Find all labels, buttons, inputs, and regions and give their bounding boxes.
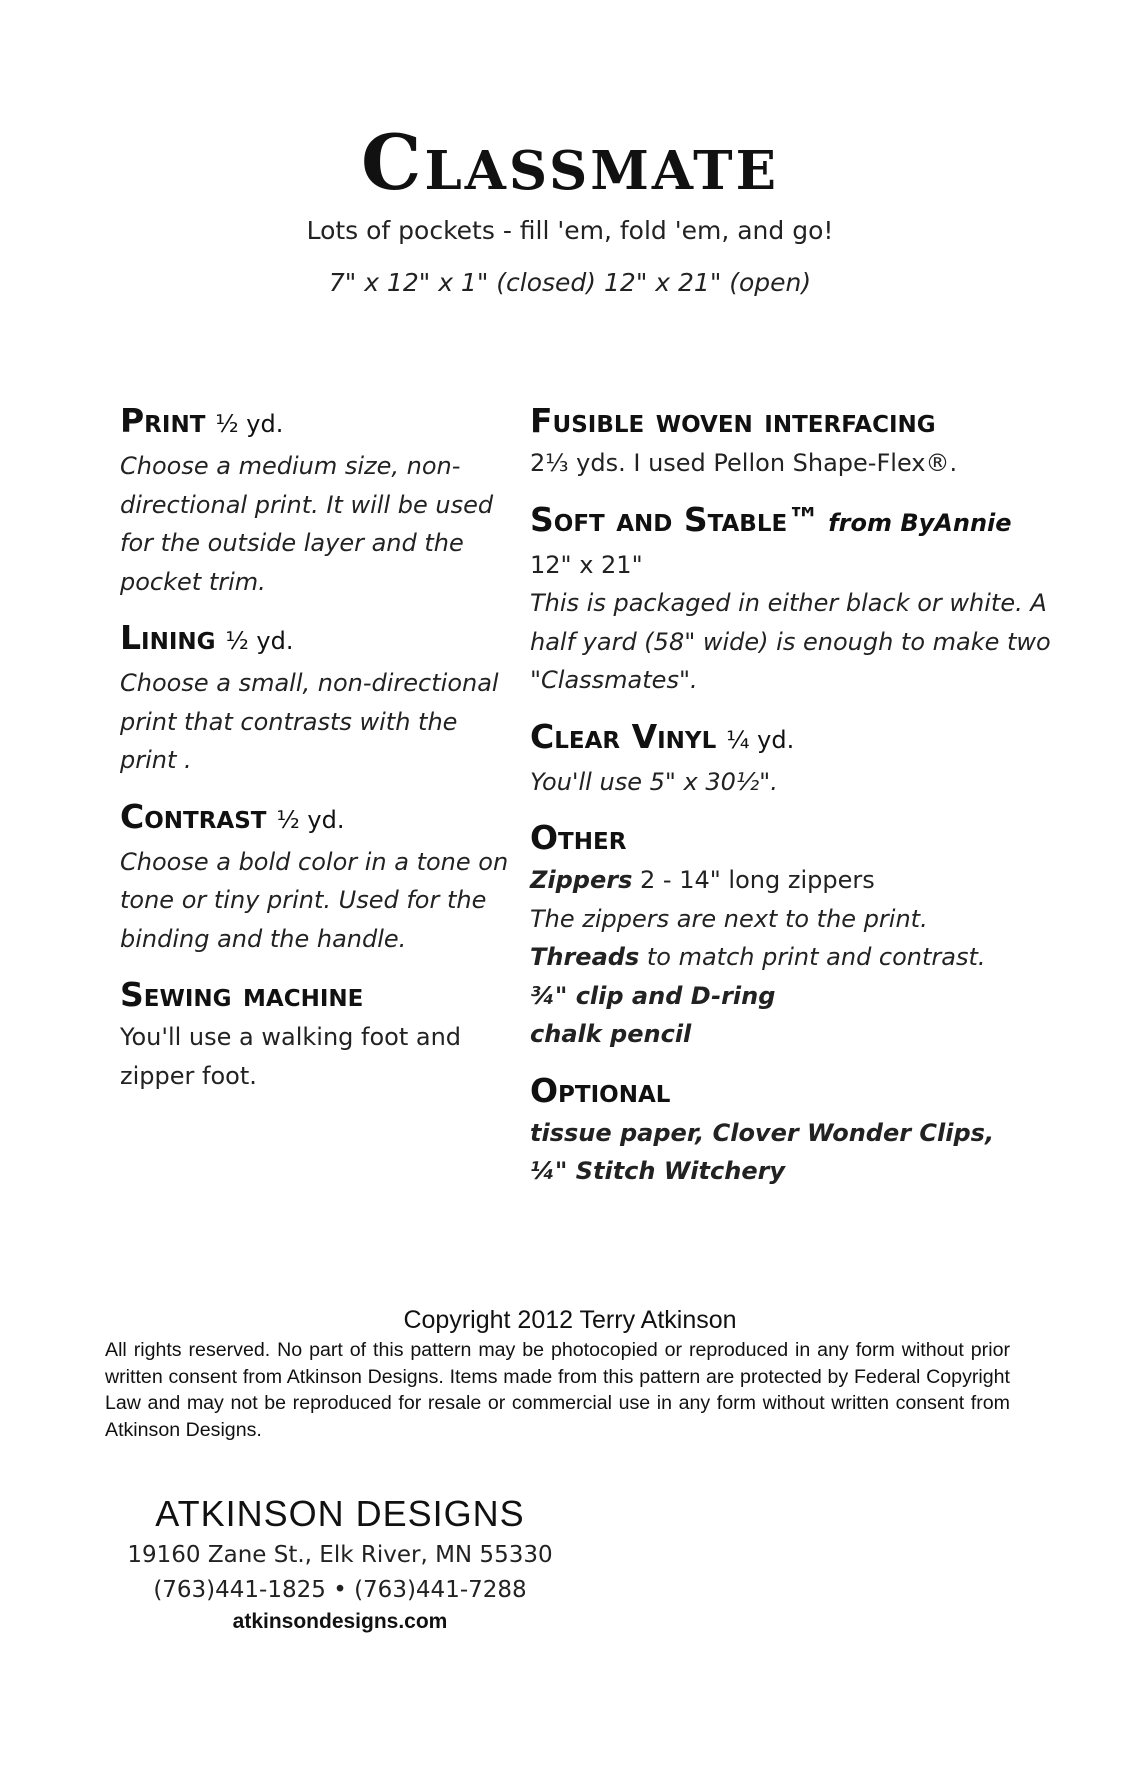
clear-vinyl-quantity: ¼ yd. [726, 725, 795, 754]
clear-vinyl-heading [530, 714, 1090, 763]
lining-heading-text: Lining [120, 618, 216, 657]
supplies-right-column [530, 398, 1090, 1191]
fusible-description: 2⅓ yds. I used Pellon Shape-Flex®. [530, 449, 958, 477]
clear-vinyl-description: You'll use 5" x 30½". [530, 767, 778, 796]
print-description: Choose a medium size, non-directional print. It will be used for the outside layer and the pocket trim. [120, 452, 494, 596]
clear-vinyl-heading-text: Clear Vinyl [530, 716, 717, 756]
soft-stable-heading [530, 497, 1090, 546]
clip-line: ¾" clip and D-ring [530, 981, 776, 1010]
optional-heading: Optional [530, 1070, 671, 1110]
copyright-notice: All rights reserved. No part of this pattern may be photocopied or reproduced in any form without prior written consent from Atkinson Designs. Items made from this pattern are protected by Federal Copyright Law and may not be reproduced for resale or commercial use in any form without written consent from Atkinson Designs. [105, 1339, 1010, 1441]
soft-stable-brand: from ByAnnie [828, 508, 1012, 537]
threads-label: Threads [530, 943, 640, 971]
company-website[interactable]: atkinsondesigns.com [232, 1610, 448, 1633]
sewing-machine-description: You'll use a walking foot and zipper foot. [120, 1023, 462, 1090]
soft-stable-heading-text: Soft and Stable™ [530, 499, 821, 539]
chalk-line: chalk pencil [530, 1020, 692, 1048]
optional-line-2: ¼" Stitch Witchery [530, 1157, 786, 1185]
zippers-line [530, 861, 1090, 900]
zippers-text: 2 - 14" long zippers [640, 866, 875, 894]
print-heading [120, 398, 520, 447]
soft-stable-description: This is packaged in either black or white. A half yard (58" wide) is enough to make two "Classmates". [530, 589, 1051, 694]
lining-heading [120, 615, 520, 664]
company-address: 19160 Zane St., Elk River, MN 55330 [127, 1542, 553, 1568]
lining-description: Choose a small, non-directional print that contrasts with the print . [120, 669, 499, 774]
threads-line [530, 938, 1090, 977]
dimensions: 7" x 12" x 1" (closed) 12" x 21" (open) [328, 268, 812, 297]
zippers-label: Zippers [530, 866, 633, 894]
company-phones: (763)441-1825 • (763)441-7288 [153, 1577, 527, 1603]
zippers-note: The zippers are next to the print. [530, 904, 928, 933]
print-quantity: ½ yd. [215, 410, 284, 438]
contrast-quantity: ½ yd. [276, 805, 345, 834]
company-name: ATKINSON DESIGNS [155, 1493, 525, 1534]
soft-stable-size: 12" x 21" [530, 550, 643, 579]
copyright-title: Copyright 2012 Terry Atkinson [403, 1306, 737, 1334]
optional-line-1: tissue paper, Clover Wonder Clips, [530, 1118, 995, 1147]
threads-text: to match print and contrast. [646, 943, 986, 971]
subtitle: Lots of pockets - fill 'em, fold 'em, and go! [306, 216, 834, 245]
contrast-description: Choose a bold color in a tone on tone or tiny print. Used for the binding and the handle. [120, 847, 509, 953]
print-heading-text: Print [120, 401, 206, 440]
sewing-machine-heading: Sewing machine [120, 975, 364, 1014]
contrast-heading [120, 794, 520, 843]
page-title: Classmate [361, 118, 779, 207]
other-heading: Other [530, 818, 627, 857]
lining-quantity: ½ yd. [225, 627, 294, 655]
contrast-heading-text: Contrast [120, 796, 267, 836]
fusible-heading: Fusible woven interfacing [530, 401, 936, 440]
supplies-left-column [120, 398, 520, 1109]
